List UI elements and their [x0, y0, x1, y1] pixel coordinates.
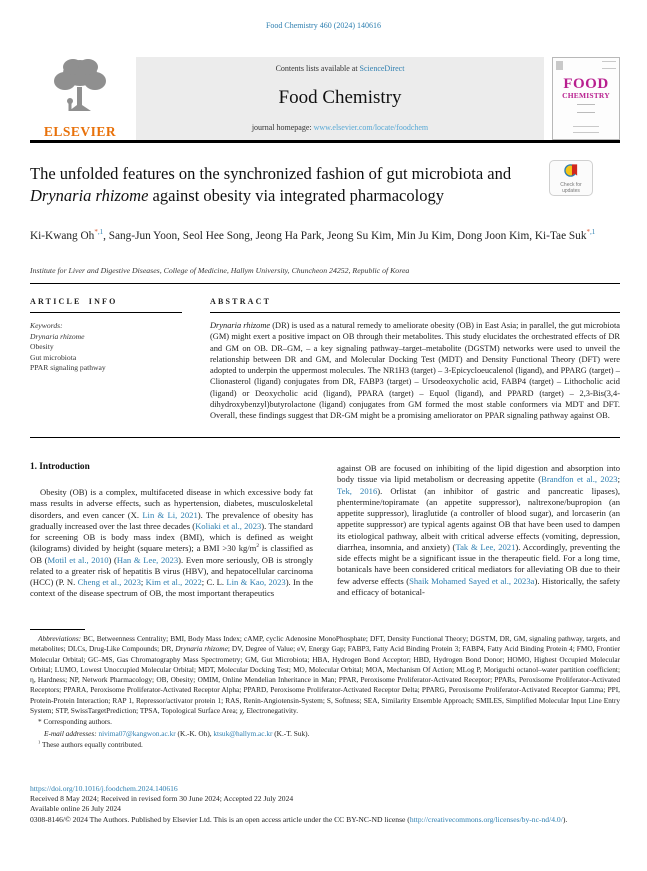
sciencedirect-link[interactable]: ScienceDirect [359, 64, 405, 73]
citation-link[interactable]: nivima07@kangwon.ac.kr [98, 728, 176, 738]
citation-link[interactable]: http://creativecommons.org/licenses/by-nc-nd/4.0/ [409, 814, 563, 824]
citation-link[interactable]: Motil et al., 2010 [47, 554, 109, 565]
keywords-label: Keywords: [30, 321, 63, 330]
journal-masthead [30, 57, 620, 140]
citation-link[interactable]: Brandfon et al., 2023 [541, 474, 618, 485]
imprint-block [30, 784, 620, 825]
citation-link[interactable]: Han & Lee, 2023 [116, 554, 179, 565]
contents-line: Contents lists available at ScienceDirect [275, 64, 405, 73]
check-for-updates-icon [564, 163, 579, 178]
author-list: Ki-Kwang $Oh^{*,1}$, Sang-Jun Yoon, Seol Hee Song, Jeong Ha Park, Jeong Su Kim, Min Ju Kim, Dong Joon Kim, Ki-Tae Suk$^{*,1}$ [30, 228, 596, 242]
abstract-heading: ABSTRACT [210, 297, 272, 306]
email-addresses-note: E-mail addresses: nivima07@kangwon.ac.kr (K.-K. Oh), ktsuk@hallym.ac.kr (K.-T. Suk). [44, 728, 310, 738]
keyword-item: Drynaria rhizome [30, 331, 85, 341]
citation-link[interactable]: Cheng et al., 2023 [77, 577, 141, 587]
footnote-divider [30, 629, 85, 630]
keywords-block [30, 321, 195, 374]
check-for-updates-badge[interactable] [549, 160, 593, 196]
cover-top-lines [602, 61, 616, 69]
copyright-license-line: 0308-8146/© 2024 The Authors. Published by Elsevier Ltd. This is an open access article under the CC BY-NC-ND license (http://creativecommons.org/licenses/by-nc-nd/4.0/). [30, 814, 568, 824]
citation-link[interactable]: Tek, 2016 [337, 485, 378, 496]
abstract-text: Drynaria rhizome (DR) is used as a natural remedy to ameliorate obesity (OB) in East Asia; in parallel, the gut microbiota (GM) might exert a positive impact on OB through their metabolites. This study elucidates the orchestrated effects of DR and GM on OB. DR–GM, – a key signaling pathway–target–metabolite (DGSTM) networks were used to unveil the relationship between DR and GM, and Molecular Docking Test (MDT) and Density Functional Theory (DFT) were adopted to underpin the uppermost molecules. The NR1H3 (target) – 3-Epicycloeucalenol (ligand), and PPARG (target) – Clionasterol (ligand) conjugates from DR, FABP3 (target) – Ursodeoxycholic acid, FABP4 (target) – Lithocholic acid (ligand) or Deoxycholic acid (ligand), PPARA (target) – Equol (ligand), and PPARD (target) – 2,3-Bis(3,4-dihydroxybenzyl)butyrolactone (ligand) conjugates from GM formed the most stable conformers via MDT and DFT. Overall, these findings suggest that DR-GM might be a promising ameliorator on PPAR signaling pathway against OB. [210, 321, 620, 421]
keyword-item: Gut microbiota [30, 352, 77, 362]
journal-cover-thumbnail[interactable] [552, 57, 620, 140]
intro-column-left: Obesity (OB) is a complex, multifaceted disease in which excessive body fat mass results in adverse effects, such as hypertension, diabetes, musculoskeletal disorders, and even cancer (X. Lin & Li, 2021). The prevalence of obesity has gradually increased over the last three decades (Koliaki et al., 2023). The standard for screening OB is body mass index (BMI), which is defined as weight (kilograms) divided by height (square meters); a BMI >30 $kg/m^2$ is classified as OB (Motil et al., 2010) (Han & Lee, 2023). Even more seriously, OB is strongly related to a greater risk of hepatitis B virus (HBV), and hepatocellular carcinoma (HCC) (P. N. Cheng et al., 2023; Kim et al., 2022; C. L. Lin & Kao, 2023). In the context of the disease spectrum of OB, the most important therapeutics [30, 487, 314, 599]
intro-column-right: against OB are focused on inhibiting of the lipid digestion and absorption into body tissue via lipid metabolism or decreasing appetite (Brandfon et al., 2023; Tek, 2016). Orlistat (an inhibitor of gastric and pancreatic lipases), phentermine/topiramate (an appetite suppressor), naltrexone/bupropion (an appetite suppressor), liraglutide (a controller of blood sugar), and lorcaserin (an appetite suppressor) are typical agents against OB that have been used to dampen its etiological pathway, albeit with critical adverse effects (vomiting, depression, diarrhea, insomnia, and anxiety) (Tak & Lee, 2021). Accordingly, preventing the side effects might be a significant issue in the therapeutic field. For a long time, botanicals have been considered critical mediators for alleviating OB due to their few adverse effects (Shaik Mohamed Sayed et al., 2023a). Historically, the safety and efficacy of botanical- [337, 463, 621, 597]
divider [30, 312, 182, 313]
cover-title-chemistry: CHEMISTRY [562, 91, 610, 100]
introduction-heading: 1. Introduction [30, 462, 90, 472]
cover-publisher-mark [556, 61, 563, 70]
citation-link[interactable]: Kim et al., 2022 [145, 577, 202, 587]
cover-subtext-lines [577, 104, 595, 113]
elsevier-logo [30, 57, 130, 140]
journal-title: Food Chemistry [278, 87, 402, 108]
homepage-line: journal homepage: www.elsevier.com/locate/foodchem [251, 123, 429, 132]
elsevier-wordmark: ELSEVIER [43, 124, 117, 139]
check-for-updates-label: Check for updates [560, 182, 582, 194]
received-dates: Received 8 May 2024; Received in revised form 30 June 2024; Accepted 22 July 2024 [30, 794, 294, 804]
equal-contribution-note: $^1$ These authors equally contributed. [38, 739, 143, 749]
abbreviations-note: Abbreviations: BC, Betweenness Centrality; BMI, Body Mass Index; cAMP, cyclic Adenosine MonoPhosphate; DFT, Density Functional Theory; DGSTM, DR, GM, signaling pathway, targets, and metabolites; DLCs, Drug-Like Compounds; DR, Drynaria rhizome; DV, Degree of Value; eV, Energy Gap; FABP3, Fatty Acid Binding Protein 3; FABP4, Fatty Acid Binding Protein 4; FMO, Frontier Molecular Orbital; GC–MS, Gas Chromatography Mass Spectrometry; GM, Gut Microbiota; HBA, Hydrogen Bond Acceptor; HBD, Hydrogen Bond Donor; HOMO, Highest Occupied Molecular Orbital; LUMO, Lowest Unoccupied Molecular Orbital; MDT, Molecular Docking Test; MO, Molecular Orbital; MOA, Mechanism Of Action; MLog P, Moriguchi octanol–water partition coefficient; η, Hardness; NP, Network Pharmacology; OB, Obesity; OMIM, Online Mendelian Inheritance in Man; PPAR, Peroxisome Proliferator-Activated Receptor; PPARs, Peroxisome Proliferator-Activated Receptors; PPARA, Peroxisome Proliferator-Activated Receptor Alpha; PPARD, Peroxisome Proliferator-Activated Receptor Delta; PPARG, Peroxisome Proliferator-Activated Receptor Gamma; PPI, Protein-Protein Interaction; RAP 1, Repressor/activator protein 1; RAS, Renin-Angiotensin-System; S, Softness; SEA, Similarity Ensemble Approach; SMILES, Simplified Molecular Input Line Entry System; STP, SwissTargetPrediction; TPSA, Topological Surface Area; χ, Electronegativity. [30, 634, 620, 716]
divider [210, 312, 620, 313]
footnote-block [30, 629, 620, 750]
article-info-heading: ARTICLE INFO [30, 297, 118, 306]
journal-homepage-link[interactable]: www.elsevier.com/locate/foodchem [313, 123, 429, 132]
keyword-item: PPAR signaling pathway [30, 363, 106, 372]
affiliation: Institute for Liver and Digestive Diseases, College of Medicine, Hallym University, Chuncheon 24252, Republic of Korea [30, 266, 410, 275]
citation-link[interactable]: Lin & Kao, 2023 [226, 577, 286, 587]
corresponding-authors-note: * Corresponding authors. [38, 717, 112, 727]
doi-link[interactable]: https://doi.org/10.1016/j.foodchem.2024.140616 [30, 784, 178, 793]
citation-link[interactable]: Lin & Li, 2021 [142, 509, 198, 520]
cover-bottom-lines [573, 126, 599, 133]
divider [30, 283, 620, 284]
available-online-date: Available online 26 July 2024 [30, 804, 121, 814]
divider [30, 437, 620, 438]
citation-link[interactable]: ktsuk@hallym.ac.kr [213, 728, 273, 738]
elsevier-tree-icon [43, 57, 117, 119]
cover-title-food: FOOD [563, 76, 609, 92]
citation-link[interactable]: Tak & Lee, 2021 [455, 541, 516, 552]
article-title: The unfolded features on the synchronized fashion of gut microbiota and Drynaria rhizome against obesity via integrated pharmacology [30, 164, 512, 205]
masthead-divider [30, 140, 620, 143]
citation-link[interactable]: Koliaki et al., 2023 [195, 520, 262, 531]
journal-reference-link[interactable]: Food Chemistry 460 (2024) 140616 [265, 21, 382, 30]
masthead-center-panel [136, 57, 544, 140]
keyword-item: Obesity [30, 342, 54, 351]
citation-link[interactable]: Shaik Mohamed Sayed et al., 2023a [409, 575, 535, 586]
